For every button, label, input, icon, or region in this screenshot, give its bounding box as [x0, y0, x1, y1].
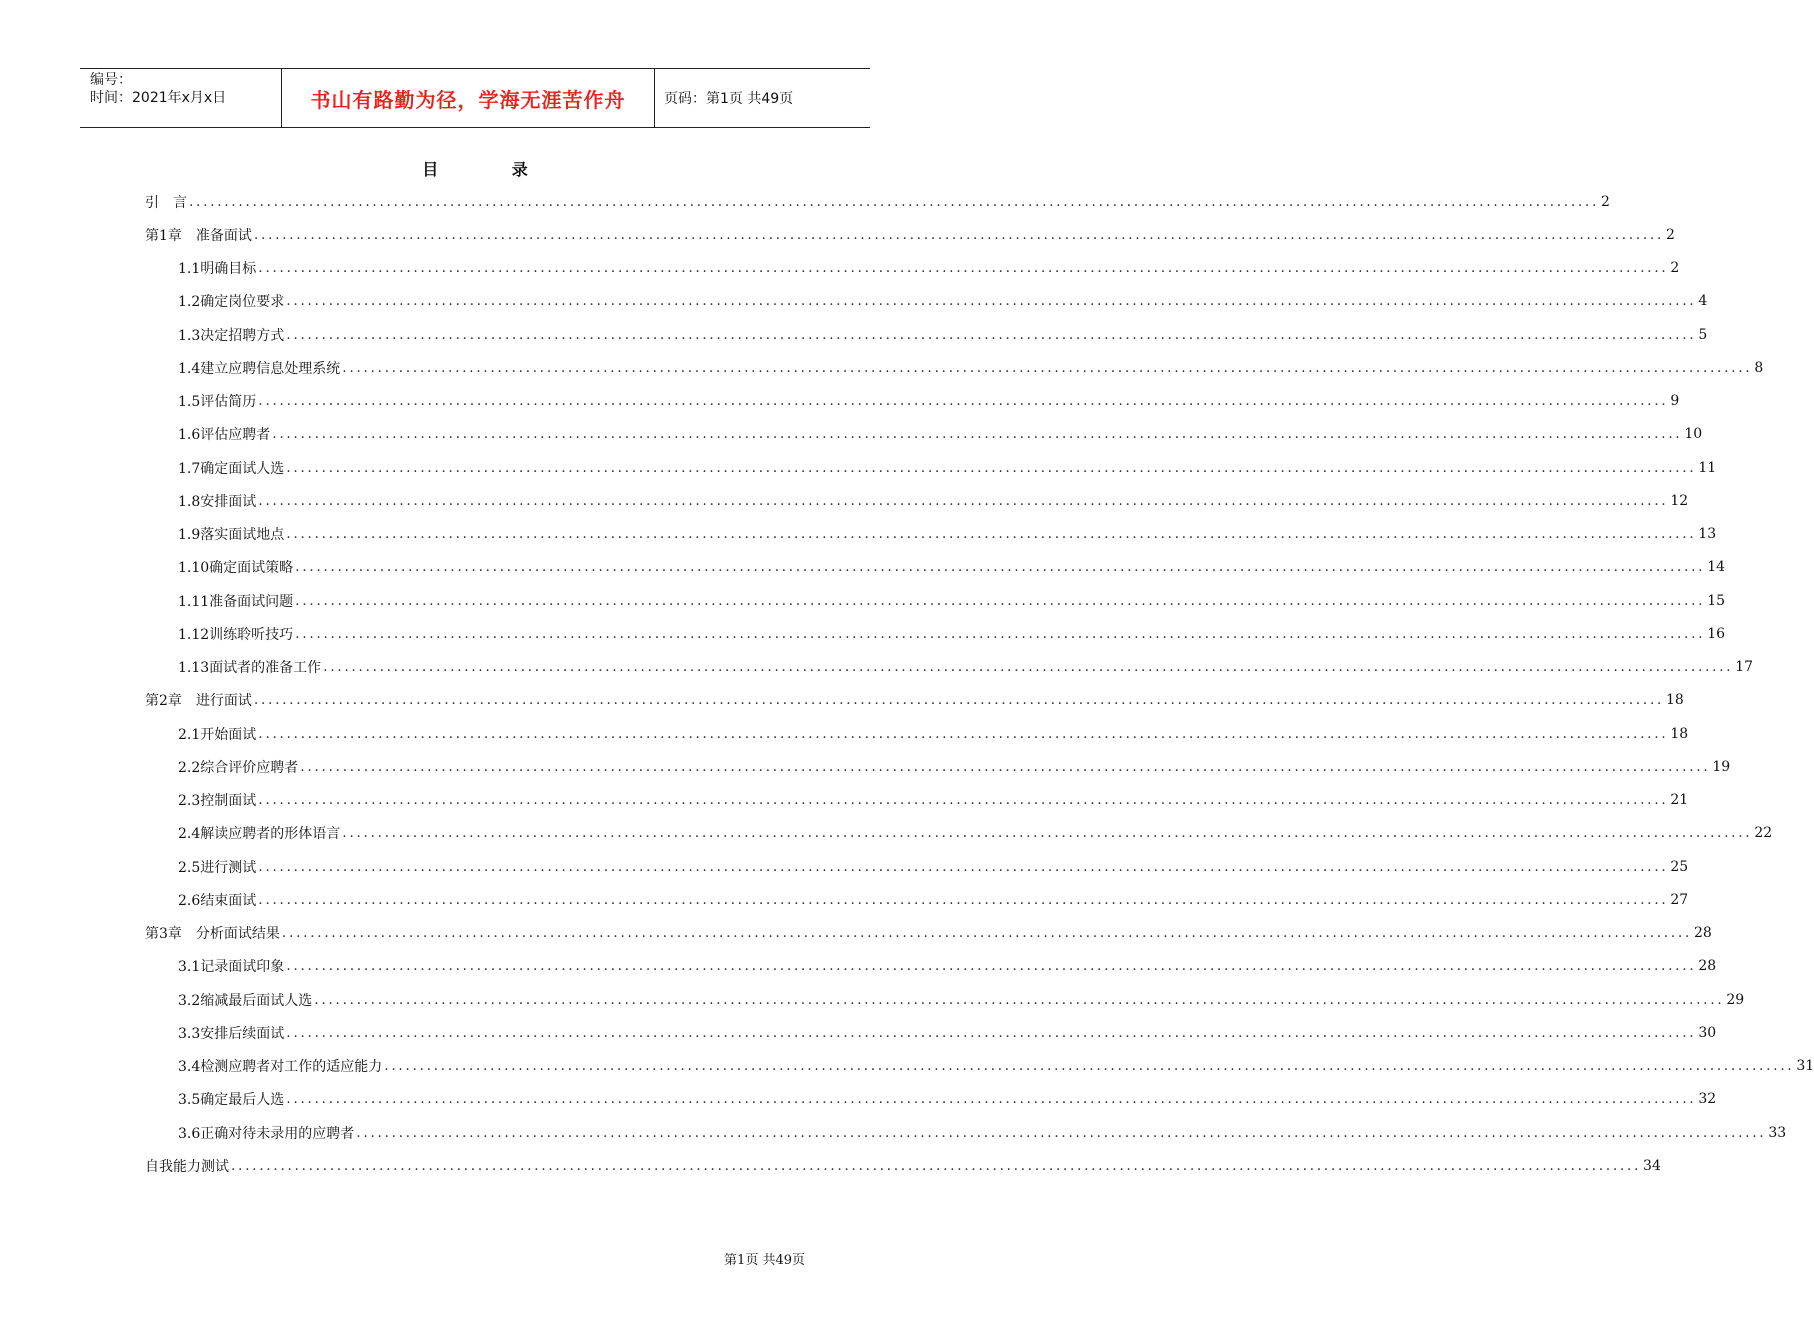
toc-entry[interactable] [145, 285, 1708, 318]
toc-entry-label: 1.1明确目标 [178, 261, 257, 278]
toc-title: 目 录 [422, 160, 562, 179]
toc-entry[interactable] [145, 318, 1708, 351]
toc-dot-leader: ........................................................................................................................................................................................................ [258, 393, 1669, 410]
toc-entry-page: 27 [1670, 891, 1689, 908]
toc-entry-page: 18 [1665, 692, 1684, 709]
toc-entry-label: 1.13面试者的准备工作 [178, 660, 322, 677]
toc-entry-page: 15 [1707, 592, 1726, 609]
toc-dot-leader: ........................................................................................................................................................................................................ [286, 293, 1697, 310]
toc-dot-leader: ........................................................................................................................................................................................................ [295, 592, 1706, 609]
toc-entry-page: 28 [1693, 925, 1712, 942]
toc-dot-leader: ........................................................................................................................................................................................................ [258, 260, 1669, 277]
toc-entry[interactable] [145, 750, 1731, 783]
toc-entry[interactable] [145, 1016, 1717, 1049]
toc-entry-page: 16 [1707, 625, 1726, 642]
header-page-info: 页码：第1页 共49页 [664, 91, 794, 107]
toc-entry-label: 2.3控制面试 [178, 793, 257, 810]
toc-dot-leader: ........................................................................................................................................................................................................ [342, 359, 1753, 376]
toc-dot-leader: ........................................................................................................................................................................................................ [253, 226, 1664, 243]
toc-entry[interactable] [145, 1050, 1814, 1083]
toc-entry[interactable] [145, 651, 1754, 684]
toc-entry[interactable] [145, 950, 1717, 983]
toc-entry[interactable] [145, 252, 1680, 285]
toc-entry-page: 11 [1698, 459, 1717, 476]
toc-dot-leader: ........................................................................................................................................................................................................ [314, 991, 1725, 1008]
toc-dot-leader: ........................................................................................................................................................................................................ [258, 891, 1669, 908]
table-of-contents [145, 185, 1814, 1183]
toc-entry-page: 5 [1698, 326, 1708, 343]
toc-entry-label: 2.4解读应聘者的形体语言 [178, 826, 341, 843]
document-number-label: 编号： [90, 72, 132, 88]
toc-dot-leader: ........................................................................................................................................................................................................ [323, 659, 1734, 676]
toc-entry[interactable] [145, 185, 1610, 218]
toc-entry-page: 21 [1670, 792, 1689, 809]
toc-entry[interactable] [145, 1149, 1661, 1182]
toc-entry-label: 3.4检测应聘者对工作的适应能力 [178, 1059, 383, 1076]
toc-entry-label: 第3章 分析面试结果 [145, 926, 280, 943]
toc-entry-page: 22 [1754, 825, 1773, 842]
toc-entry[interactable] [145, 850, 1689, 883]
toc-entry-page: 2 [1670, 260, 1680, 277]
toc-entry[interactable] [145, 451, 1717, 484]
toc-entry[interactable] [145, 917, 1712, 950]
toc-entry[interactable] [145, 1116, 1787, 1149]
toc-entry[interactable] [145, 584, 1726, 617]
toc-entry-page: 29 [1726, 991, 1745, 1008]
toc-dot-leader: ........................................................................................................................................................................................................ [258, 858, 1669, 875]
toc-dot-leader: ........................................................................................................................................................................................................ [286, 459, 1697, 476]
toc-dot-leader: ........................................................................................................................................................................................................ [300, 758, 1711, 775]
toc-dot-leader: ........................................................................................................................................................................................................ [342, 825, 1753, 842]
toc-entry-label: 2.5进行测试 [178, 859, 257, 876]
toc-entry-page: 8 [1754, 359, 1764, 376]
toc-entry-label: 1.9落实面试地点 [178, 527, 285, 544]
toc-entry-label: 引 言 [145, 194, 187, 211]
toc-entry-label: 2.2综合评价应聘者 [178, 759, 299, 776]
toc-entry-label: 2.6结束面试 [178, 892, 257, 909]
toc-entry-label: 3.1记录面试印象 [178, 959, 285, 976]
toc-entry-label: 自我能力测试 [145, 1158, 229, 1175]
toc-entry[interactable] [145, 484, 1689, 517]
toc-entry[interactable] [145, 351, 1764, 384]
toc-entry-page: 34 [1643, 1157, 1661, 1174]
toc-entry-page: 32 [1698, 1091, 1717, 1108]
toc-entry-page: 31 [1796, 1058, 1814, 1075]
toc-entry-label: 第2章 进行面试 [145, 693, 252, 710]
toc-entry[interactable] [145, 218, 1675, 251]
toc-entry-page: 10 [1684, 426, 1703, 443]
toc-entry-page: 25 [1670, 858, 1689, 875]
toc-entry-label: 3.5确定最后人选 [178, 1092, 285, 1109]
toc-dot-leader: ........................................................................................................................................................................................................ [295, 559, 1706, 576]
toc-entry-page: 9 [1670, 393, 1680, 410]
toc-entry[interactable] [145, 817, 1773, 850]
toc-dot-leader: ........................................................................................................................................................................................................ [281, 925, 1692, 942]
toc-entry[interactable] [145, 385, 1680, 418]
toc-entry[interactable] [145, 1083, 1717, 1116]
toc-dot-leader: ........................................................................................................................................................................................................ [258, 725, 1669, 742]
toc-entry-page: 4 [1698, 293, 1708, 310]
header-motto: 书山有路勤为径，学海无涯苦作舟 [282, 69, 655, 127]
toc-dot-leader: ........................................................................................................................................................................................................ [258, 792, 1669, 809]
toc-entry-label: 1.8安排面试 [178, 493, 257, 510]
toc-entry[interactable] [145, 551, 1726, 584]
toc-entry-page: 12 [1670, 492, 1689, 509]
toc-entry-label: 1.10确定面试策略 [178, 560, 294, 577]
toc-entry-page: 18 [1670, 725, 1689, 742]
toc-entry-page: 19 [1712, 758, 1731, 775]
toc-entry-label: 1.5评估简历 [178, 394, 257, 411]
toc-dot-leader: ........................................................................................................................................................................................................ [295, 625, 1706, 642]
toc-dot-leader: ........................................................................................................................................................................................................ [258, 492, 1669, 509]
toc-entry-page: 14 [1707, 559, 1726, 576]
toc-entry-label: 1.11准备面试问题 [178, 593, 294, 610]
toc-entry[interactable] [145, 518, 1717, 551]
toc-dot-leader: ........................................................................................................................................................................................................ [286, 958, 1697, 975]
toc-entry-page: 33 [1768, 1124, 1787, 1141]
toc-dot-leader: ........................................................................................................................................................................................................ [286, 326, 1697, 343]
toc-dot-leader: ........................................................................................................................................................................................................ [286, 1024, 1697, 1041]
toc-dot-leader: ........................................................................................................................................................................................................ [384, 1058, 1795, 1075]
toc-entry-label: 1.6评估应聘者 [178, 427, 271, 444]
toc-entry-label: 3.6正确对待未录用的应聘者 [178, 1125, 355, 1142]
toc-entry[interactable] [145, 983, 1745, 1016]
toc-dot-leader: ........................................................................................................................................................................................................ [189, 193, 1600, 210]
toc-entry-label: 1.12训练聆听技巧 [178, 626, 294, 643]
toc-entry[interactable] [145, 883, 1689, 916]
footer-page-info: 第1页 共49页 [724, 1253, 805, 1268]
toc-dot-leader: ........................................................................................................................................................................................................ [286, 526, 1697, 543]
toc-dot-leader: ........................................................................................................................................................................................................ [356, 1124, 1767, 1141]
toc-dot-leader: ........................................................................................................................................................................................................ [272, 426, 1683, 443]
toc-entry-label: 1.7确定面试人选 [178, 460, 285, 477]
toc-entry[interactable] [145, 684, 1684, 717]
toc-entry-page: 13 [1698, 526, 1717, 543]
header-meta [80, 69, 282, 127]
toc-entry-page: 30 [1698, 1024, 1717, 1041]
toc-entry-page: 2 [1601, 193, 1610, 210]
toc-entry[interactable] [145, 717, 1689, 750]
toc-entry-label: 1.2确定岗位要求 [178, 294, 285, 311]
toc-dot-leader: ........................................................................................................................................................................................................ [286, 1091, 1697, 1108]
toc-entry-label: 第1章 准备面试 [145, 227, 252, 244]
toc-entry[interactable] [145, 784, 1689, 817]
toc-entry[interactable] [145, 418, 1703, 451]
toc-entry-label: 1.4建立应聘信息处理系统 [178, 360, 341, 377]
toc-entry-label: 3.3安排后续面试 [178, 1025, 285, 1042]
document-date: 时间：2021年x月x日 [90, 90, 227, 106]
document-header [80, 68, 870, 128]
toc-entry-label: 1.3决定招聘方式 [178, 327, 285, 344]
toc-dot-leader: ........................................................................................................................................................................................................ [253, 692, 1664, 709]
toc-dot-leader: ........................................................................................................................................................................................................ [231, 1157, 1642, 1174]
toc-entry[interactable] [145, 617, 1726, 650]
toc-entry-label: 3.2缩减最后面试人选 [178, 992, 313, 1009]
toc-entry-page: 2 [1665, 226, 1675, 243]
toc-entry-page: 28 [1698, 958, 1717, 975]
toc-entry-page: 17 [1735, 659, 1754, 676]
toc-entry-label: 2.1开始面试 [178, 726, 257, 743]
